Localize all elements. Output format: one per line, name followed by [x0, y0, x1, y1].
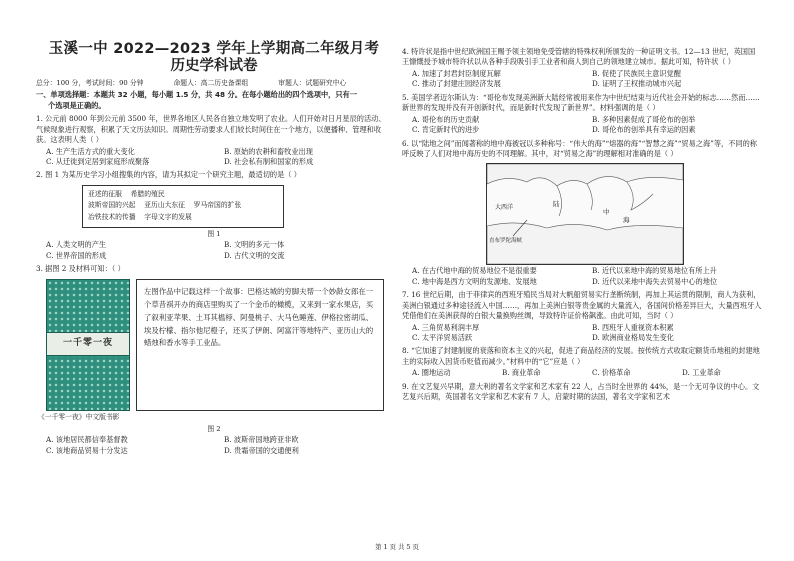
question-6 [402, 139, 762, 288]
option-a: A. 生产生活方式的重大变化 [46, 146, 135, 156]
question-4 [402, 47, 762, 90]
question-5 [402, 93, 762, 136]
page-footer: 第 1 页 共 5 页 [375, 542, 419, 551]
option-b: B. 多种因素促成了哥伦布的创举 [592, 114, 696, 124]
question-8 [402, 346, 762, 378]
book-cover-title: 一千零一夜 [47, 332, 129, 356]
option-c: C. 推动了封建庄园经济发展 [412, 79, 501, 89]
question-stem: 2. 图 1 为某历史学习小组搜集的内容，请为其拟定一个研究主题，最适切的是（ ） [36, 170, 301, 180]
question-stem: 1. 公元前 8000 年到公元前 3500 年，世界各地区人民各自独立地发明了农业。人们开始对日月星辰的活动、气候现象进行观察，积累了天文历法知识。周期性劳动要求人们较长时间住在一个地方，以便播种、管理和收获。这表明人类（ ） [36, 114, 386, 145]
option-b: B. 促使了民族民主意识觉醒 [592, 68, 681, 78]
figure-caption: 图 2 [207, 424, 221, 433]
book-cover-image [46, 279, 130, 411]
map-label-atlantic: 大西洋 [495, 204, 514, 212]
story-box: 左图作品中记载这样一个故事：巴格达城的穷脚夫帮一个妙龄女郎在一个草昔祺开办的商店里购买了一个金币的橄榄，又来到一家水果店，买了叙利亚苹果、土耳其榅桲、阿曼桃子、大马色睡莲、伊格拉密胡瓜、埃及柠檬、指尔他尼橙子，还买了伊朗、阿富汗等地特产、亚历山大的蜡烛和香水等手工业品。 [136, 279, 384, 411]
option-d: D. 古代文明的交流 [224, 250, 285, 260]
meta-score: 总分：100 分，考试时间：90 分钟 [36, 78, 144, 87]
map-label-land: 陆 [553, 200, 560, 209]
question-stem: 3. 据图 2 及材料可知：（ ） [36, 264, 125, 274]
question-stem: 4. 特许状是指中世纪欧洲国王赐予领主领地免受管辖的特殊权利所颁发的一种证明文书。12—13 世纪，英国国王慷慨授予城市特许状以从各种手段吸引手工业者和商人到自己的领地建立城市。据此可知，特许状（ ） [402, 47, 756, 67]
option-b: B. 波斯帝国地跨亚非欧 [224, 435, 299, 445]
question-stem: 6. 以“陆地之间”而闻著称的地中海被冠以多种称号：“伟大的海”“熔器的海”“智慧之海”“贸易之海”等，不同的称呼反映了人们对地中海历史的不同理解。其中，对“贸易之海”的理解相对准确的是（ ） [402, 138, 757, 158]
option-b: B. 西班牙人重视资本积累 [592, 322, 674, 332]
option-c: C. 价格革命 [592, 368, 631, 378]
option-a: A. 加速了封君封臣制度瓦解 [412, 68, 501, 78]
option-b: B. 文明的多元一体 [224, 240, 285, 250]
option-d: D. 哥伦布的创举具有幸运的因素 [592, 125, 696, 135]
exam-subtitle: 历史学科试卷 [170, 58, 258, 75]
option-d: D. 欧洲商业格局发生变化 [592, 333, 674, 342]
option-c: C. 世界帝国的形成 [46, 250, 107, 260]
question-1 [36, 114, 392, 167]
option-c: C. 太平洋贸易活跃 [412, 333, 473, 342]
question-stem: 7. 16 世纪后期，由于菲律宾的西班牙殖民当局对大帆船贸易实行垄断统制，再加上其运贯的限制，商人为获利，美洲白银通过多种途径流入中国……，再加上美洲白银等贵金属的大量流入，各国间价格差异巨大，大量西班牙人凭借他们在美洲获得的白银大量换购丝绸，导致特许证价格飙涨。由此可知，当时（ ） [402, 290, 762, 321]
option-b: B. 近代以来地中海的贸易地位有所上升 [592, 266, 717, 276]
question-2 [36, 170, 392, 261]
figure-caption: 图 1 [207, 229, 221, 238]
option-d: D. 证明了王权推动城市兴起 [592, 79, 682, 89]
question-7 [402, 290, 762, 343]
meta-author: 命题人：高二历史备课组 [173, 78, 249, 87]
question-stem: 5. 美国学者迈尔斯认为：“哥伦布发现美洲新大陆经常被用来作为中世纪结束与近代社会开始的标志……然而……新世界的发现并没有开创新时代，而是新时代发现了新世界”。材料强调的是（ ） [402, 92, 760, 113]
option-a: A. 人类文明的产生 [46, 240, 107, 250]
exam-meta [36, 79, 392, 89]
left-column [36, 0, 392, 456]
map-label-mid: 中 [603, 208, 610, 217]
option-a: A. 在古代地中海的贸易地位不是很重要 [412, 266, 537, 276]
option-d: D. 贵霜帝国的交通便利 [224, 445, 299, 455]
option-c: C. 该地商品贸易十分发达 [46, 445, 128, 455]
mediterranean-map [486, 163, 684, 265]
question-3 [36, 264, 392, 456]
option-d: D. 社会私有制和国家的形成 [224, 156, 314, 166]
exam-title: 玉溪一中 2022—2023 学年上学期高二年级月考 [48, 41, 380, 57]
option-a: A. 圈地运动 [412, 368, 451, 378]
option-c: C. 从迁徙到定居到家庭形成聚落 [46, 156, 150, 166]
option-b: B. 商业革命 [502, 368, 541, 378]
cover-caption: 《一千零一夜》中文版书影 [38, 412, 120, 421]
meta-reviewer: 审题人：试题研究中心 [278, 78, 347, 87]
figure-1-box: 亚述的征服 希腊的殖民 波斯帝国的兴起 亚历山大东征 罗马帝国的扩张 冶铁技术的传播 字母文字的发展 [82, 185, 284, 228]
option-a: A. 三角贸易利润丰厚 [412, 322, 480, 332]
option-b: B. 原始的农耕和畜牧业出现 [224, 146, 313, 156]
question-stem: 9. 在文艺复兴早期，意大利的著名文学家和艺术家有 22 人，占当时全世界的 44%，是一个无可争议的中心。文艺复兴后期，英国著名文学家和艺术家有 7 人，启蒙时期的法国，著名文学家和艺术 [402, 381, 760, 402]
option-a: A. 该地居民都信奉基督教 [46, 435, 128, 445]
map-outline [487, 164, 683, 264]
right-column [402, 44, 762, 403]
map-label-sea: 海 [623, 216, 630, 225]
question-9 [402, 382, 762, 403]
map-label-strait: 直布罗陀海峡 [489, 238, 523, 245]
question-stem: 8. “它加速了封建制度的衰落和资本主义的兴起，促进了商品经济的发展。按传统方式收取定额货币地租的封建地主的实际收入因货币贬值而减少。”材料中的“它”应是（ ） [402, 346, 760, 366]
option-c: C. 肯定新时代的进步 [412, 125, 480, 135]
option-c: C. 地中海是西方文明的发源地、发展地 [412, 276, 537, 286]
option-d: D. 工业革命 [682, 368, 721, 378]
section-heading: 一、单项选择题：本题共 32 小题，每小题 1.5 分，共 48 分。在每小题给出的四个选项中，只有一 个选项是正确的。 [36, 90, 357, 110]
option-d: D. 近代以来地中海失去贸易中心的地位 [592, 276, 718, 286]
option-a: A. 哥伦布的历史贡献 [412, 114, 480, 124]
